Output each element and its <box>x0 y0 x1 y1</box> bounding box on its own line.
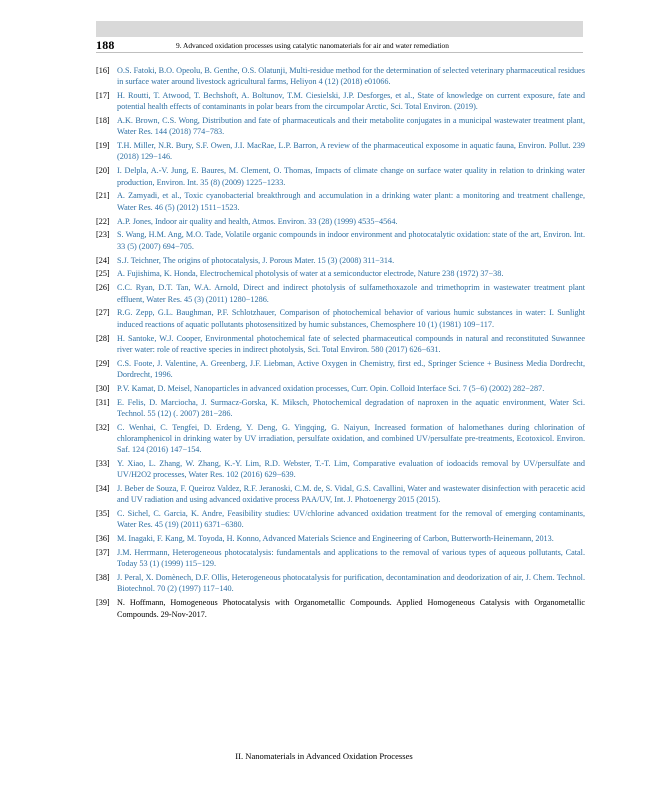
reference-number: [21] <box>96 191 110 201</box>
reference-link[interactable]: C. Sichel, C. Garcia, K. Andre, Feasibility studies: UV/chlorine advanced oxidation treatment for the removal of emerging contaminants, Water Res. 45 (19) (2011) 6371−6380. <box>117 509 585 530</box>
reference-item <box>96 333 585 355</box>
reference-item <box>96 307 585 329</box>
reference-link[interactable]: C. Wenhai, C. Tengfei, D. Erdeng, Y. Deng, G. Yingqing, G. Naiyun, Increased formation of halomethanes during chlorination of chloramphenicol in drinking water by UV irradiation, persulfate oxidation, and combined UV/persulfate pre-treatments, Ecotoxicol. Environ. Saf. 124 (2016) 147−154. <box>117 422 585 455</box>
reference-text: N. Hoffmann, Homogeneous Photocatalysis with Organometallic Compounds. Applied Homogeneous Catalysis with Organometallic Compounds. 29-Nov-2017. <box>117 598 585 619</box>
reference-item <box>96 229 585 251</box>
reference-item <box>96 65 585 87</box>
reference-item <box>96 282 585 304</box>
reference-item <box>96 547 585 569</box>
reference-item <box>96 483 585 505</box>
reference-number: [26] <box>96 283 110 293</box>
reference-link[interactable]: Y. Xiao, L. Zhang, W. Zhang, K.-Y. Lim, R.D. Webster, T.-T. Lim, Comparative evaluation of iodoacids removal by UV/persulfate and UV/H2O2 processes, Water Res. 102 (2016) 629−639. <box>117 458 585 480</box>
reference-item <box>96 572 585 594</box>
footer-part-title: II. Nanomaterials in Advanced Oxidation Processes <box>235 751 413 761</box>
reference-item <box>96 508 585 530</box>
reference-number: [34] <box>96 484 110 494</box>
reference-number: [29] <box>96 358 110 368</box>
reference-number: [19] <box>96 141 110 151</box>
reference-link[interactable]: S. Wang, H.M. Ang, M.O. Tade, Volatile organic compounds in indoor environment and photocatalytic oxidation: state of the art, Environ. Int. 33 (5) (2007) 694−705. <box>117 230 585 251</box>
reference-item <box>96 358 585 380</box>
header-bar <box>96 21 583 37</box>
reference-link[interactable]: C.S. Foote, J. Valentine, A. Greenberg, J.F. Liebman, Active Oxygen in Chemistry, first ed., Springer Science + Business Media Dordrecht, Dordrecht, 1996. <box>117 358 585 379</box>
reference-link[interactable]: J. Beber de Souza, F. Queiroz Valdez, R.F. Jeranoski, C.M. de, S. Vidal, G.S. Cavallini, Water and wastewater disinfection with peracetic acid and UV radiation and using advanced oxidative process PAA/UV, Int. J. Photoenergy 2015 (2015). <box>117 484 585 505</box>
reference-item <box>96 216 585 227</box>
running-head: 9. Advanced oxidation processes using catalytic nanomaterials for air and water remediation <box>176 41 449 50</box>
reference-link[interactable]: E. Felis, D. Marciocha, J. Surmacz-Gorska, K. Miksch, Photochemical degradation of naproxen in the aquatic environment, Water Sci. Technol. 55 (12) (. 2007) 281−286. <box>117 397 585 418</box>
reference-number: [39] <box>96 598 110 608</box>
reference-link[interactable]: H. Santoke, W.J. Cooper, Environmental photochemical fate of selected pharmaceutical compounds in natural and reconstituted Suwannee river water: role of reactive species in indirect photolysis, Sci. Total Environ. 580 (2017) 626−631. <box>117 333 585 354</box>
reference-number: [22] <box>96 216 110 226</box>
reference-link[interactable]: J. Peral, X. Domènech, D.F. Ollis, Heterogeneous photocatalysis for purification, decontamination and deodorization of air, J. Chem. Technol. Biotechnol. 70 (2) (1997) 117−140. <box>117 573 585 594</box>
reference-item <box>96 190 585 212</box>
reference-item <box>96 90 585 112</box>
reference-list <box>96 65 585 622</box>
reference-number: [32] <box>96 422 110 432</box>
reference-number: [18] <box>96 116 110 126</box>
reference-link[interactable]: R.G. Zepp, G.L. Baughman, P.F. Schlotzhauer, Comparison of photochemical behavior of various humic substances in water: I. Sunlight induced reactions of aquatic pollutants photosensitized by humic substances, Chemosphere 10 (1) (1981) 109−117. <box>117 308 585 329</box>
page-number: 188 <box>96 38 115 52</box>
reference-item <box>96 533 585 544</box>
reference-item <box>96 140 585 162</box>
reference-number: [30] <box>96 383 110 393</box>
reference-link[interactable]: M. Inagaki, F. Kang, M. Toyoda, H. Konno, Advanced Materials Science and Engineering of Carbon, Butterworth-Heinemann, 2013. <box>117 534 554 544</box>
reference-number: [16] <box>96 66 110 75</box>
reference-link[interactable]: A.P. Jones, Indoor air quality and health, Atmos. Environ. 33 (28) (1999) 4535−4564. <box>117 216 398 226</box>
reference-number: [24] <box>96 255 110 265</box>
reference-item <box>96 383 585 394</box>
reference-item <box>96 422 585 456</box>
reference-link[interactable]: A. Fujishima, K. Honda, Electrochemical photolysis of water at a semiconductor electrode, Nature 238 (1972) 37−38. <box>117 269 504 279</box>
reference-number: [37] <box>96 548 110 558</box>
reference-link[interactable]: A.K. Brown, C.S. Wong, Distribution and fate of pharmaceuticals and their metabolite conjugates in a municipal wastewater treatment plant, Water Res. 144 (2018) 774−783. <box>117 116 585 137</box>
header-rule <box>96 52 583 53</box>
reference-number: [25] <box>96 269 110 279</box>
reference-link[interactable]: T.H. Miller, N.R. Bury, S.F. Owen, J.I. MacRae, L.P. Barron, A review of the pharmaceutical exposome in aquatic fauna, Environ. Pollut. 239 (2018) 129−146. <box>117 141 585 162</box>
reference-item <box>96 165 585 187</box>
reference-number: [36] <box>96 534 110 544</box>
reference-item <box>96 397 585 419</box>
reference-number: [28] <box>96 333 110 343</box>
reference-number: [31] <box>96 397 110 407</box>
reference-item <box>96 115 585 137</box>
reference-link[interactable]: C.C. Ryan, D.T. Tan, W.A. Arnold, Direct and indirect photolysis of sulfamethoxazole and trimethoprim in wastewater treatment plant effluent, Water Res. 45 (3) (2011) 1280−1286. <box>117 283 585 304</box>
reference-number: [38] <box>96 573 110 583</box>
reference-link[interactable]: A. Zamyadi, et al., Toxic cyanobacterial breakthrough and accumulation in a drinking water plant: a monitoring and treatment challenge, Water Res. 46 (5) (2012) 1511−1523. <box>117 191 585 212</box>
reference-number: [20] <box>96 166 110 176</box>
reference-link[interactable]: I. Delpla, A.-V. Jung, E. Baures, M. Clement, O. Thomas, Impacts of climate change on surface water quality in relation to drinking water production, Environ. Int. 35 (8) (2009) 1225−1233. <box>117 166 585 187</box>
reference-number: [17] <box>96 91 110 101</box>
reference-number: [23] <box>96 230 110 240</box>
reference-link[interactable]: J.M. Herrmann, Heterogeneous photocatalysis: fundamentals and applications to the removal of various types of aqueous pollutants, Catal. Today 53 (1) (1999) 115−129. <box>117 548 585 569</box>
reference-item <box>96 458 585 480</box>
reference-link[interactable]: H. Routti, T. Atwood, T. Bechshoft, A. Boltunov, T.M. Ciesielski, J.P. Desforges, et al., State of knowledge on current exposure, fate and potential health effects of contaminants in polar bears from the circumpolar Arctic, Sci. Total Environ. (2019). <box>117 91 585 112</box>
reference-item <box>96 268 585 279</box>
reference-number: [33] <box>96 458 110 468</box>
reference-item <box>96 597 585 619</box>
reference-item <box>96 255 585 266</box>
reference-link[interactable]: P.V. Kamat, D. Meisel, Nanoparticles in advanced oxidation processes, Curr. Opin. Colloid Interface Sci. 7 (5−6) (2002) 282−287. <box>117 383 545 393</box>
reference-number: [35] <box>96 509 110 519</box>
reference-link[interactable]: S.J. Teichner, The origins of photocatalysis, J. Porous Mater. 15 (3) (2008) 311−314. <box>117 255 395 265</box>
reference-number: [27] <box>96 308 110 318</box>
reference-link[interactable]: O.S. Fatoki, B.O. Opeolu, B. Genthe, O.S. Olatunji, Multi-residue method for the determination of selected veterinary pharmaceutical residues in surface water around livestock agricultural farms, Heliyon 4 (12) (2018) e01066. <box>117 66 585 87</box>
